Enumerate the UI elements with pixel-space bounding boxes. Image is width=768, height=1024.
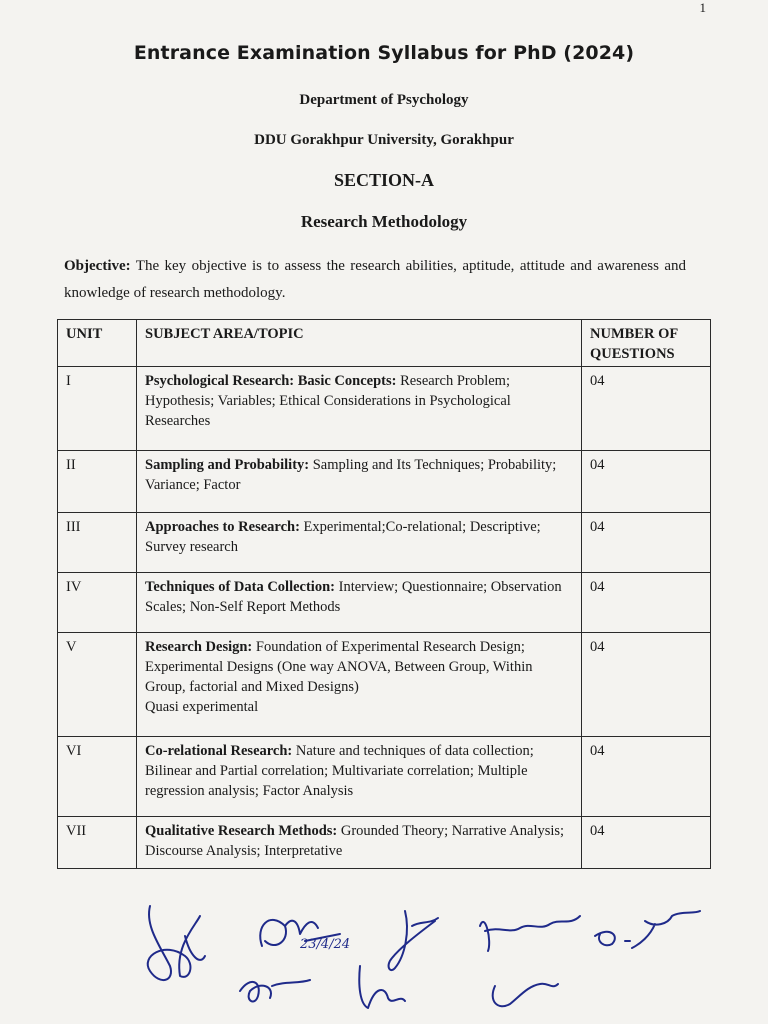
signature-6: [240, 980, 310, 1001]
row-topic-text: Experimental;Co-relational; Descriptive; Survey research: [145, 519, 541, 555]
row-topic-text: Research Problem; Hypothesis; Variables; Ethical Considerations in Psychological Researches: [145, 373, 511, 429]
row-topic-text: Grounded Theory; Narrative Analysis; Discourse Analysis; Interpretative: [145, 823, 565, 859]
row-unit: I: [58, 367, 137, 451]
row-unit: VII: [58, 817, 137, 869]
row-count: 04: [582, 633, 711, 737]
objective-text: The key objective is to assess the research abilities, aptitude, attitude and awareness and knowledge of research methodology.: [64, 258, 686, 301]
table-row: [58, 737, 711, 817]
university-name: DDU Gorakhpur University, Gorakhpur: [254, 132, 514, 148]
row-unit: II: [58, 451, 137, 513]
table-row: [58, 573, 711, 633]
row-unit: VI: [58, 737, 137, 817]
header-unit: UNIT: [58, 320, 137, 367]
row-topic-title: Approaches to Research:: [145, 519, 300, 535]
row-topic: [137, 737, 582, 817]
table-header-row: [58, 320, 711, 367]
row-topic-text: Foundation of Experimental Research Design; Experimental Designs (One way ANOVA, Between Group, Within Group, factorial and Mixed Designs): [145, 639, 533, 695]
department-name: Department of Psychology: [299, 92, 469, 108]
row-topic-title: Sampling and Probability:: [145, 457, 310, 473]
row-topic-extra: Quasi experimental: [145, 699, 259, 715]
table-row: [58, 513, 711, 573]
header-topic: SUBJECT AREA/TOPIC: [137, 320, 582, 367]
row-count: 04: [582, 367, 711, 451]
row-topic-title: Qualitative Research Methods:: [145, 823, 338, 839]
signature-8: [493, 984, 558, 1007]
row-count: 04: [582, 817, 711, 869]
table-row: [58, 367, 711, 451]
row-unit: IV: [58, 573, 137, 633]
signature-2-date: 23/4/24: [300, 937, 351, 952]
row-topic: [137, 367, 582, 451]
row-topic-title: Psychological Research: Basic Concepts:: [145, 373, 397, 389]
row-topic-title: Techniques of Data Collection:: [145, 579, 335, 595]
signature-3: [389, 911, 438, 970]
section-heading: SECTION-A: [333, 170, 435, 190]
row-topic-title: Research Design:: [145, 639, 253, 655]
row-topic: [137, 451, 582, 513]
page-number: 1: [699, 0, 706, 15]
row-topic: [137, 633, 582, 737]
row-topic: [137, 817, 582, 869]
row-topic: [137, 573, 582, 633]
row-topic: [137, 513, 582, 573]
row-topic-text: Nature and techniques of data collection; Bilinear and Partial correlation; Multivariate correlation; Multiple regression analysis; Factor Analysis: [145, 743, 534, 799]
row-count: 04: [582, 513, 711, 573]
subject-heading: Research Methodology: [300, 212, 468, 231]
document-title: Entrance Examination Syllabus for PhD (2024): [133, 42, 635, 64]
row-topic-title: Co-relational Research:: [145, 743, 293, 759]
signature-1: [148, 906, 205, 980]
header-number-of-questions: NUMBER OF QUESTIONS: [582, 320, 711, 367]
row-count: 04: [582, 451, 711, 513]
table-row: [58, 451, 711, 513]
signature-5: [595, 911, 700, 948]
objective-paragraph: [64, 253, 686, 307]
row-topic-text: Interview; Questionnaire; Observation Scales; Non-Self Report Methods: [145, 579, 562, 615]
row-unit: V: [58, 633, 137, 737]
row-count: 04: [582, 573, 711, 633]
row-count: 04: [582, 737, 711, 817]
signature-7: [359, 966, 405, 1008]
table-row: [58, 817, 711, 869]
row-unit: III: [58, 513, 137, 573]
row-topic-text: Sampling and Its Techniques; Probability; Variance; Factor: [145, 457, 557, 493]
signature-4: [480, 916, 580, 951]
signatures-area: [0, 886, 768, 1024]
objective-label: Objective:: [64, 258, 131, 274]
table-row: [58, 633, 711, 737]
syllabus-table: [57, 319, 711, 869]
